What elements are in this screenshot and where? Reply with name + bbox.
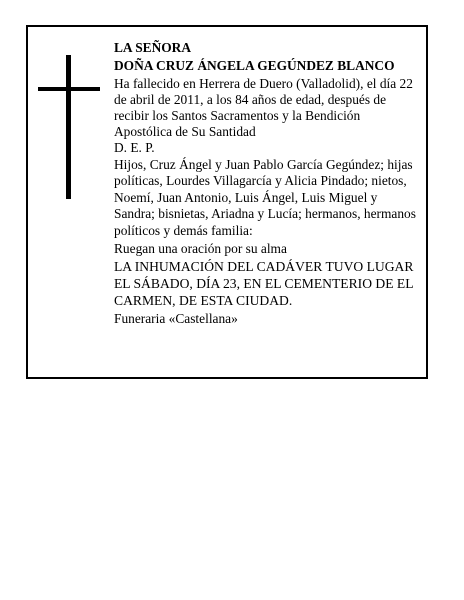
cross-vertical-bar: [66, 55, 71, 199]
cross-icon: [38, 55, 100, 199]
death-announcement: Ha fallecido en Herrera de Duero (Valladolid), el día 22 de abril de 2011, a los 84 años de edad, después de recibir los Santos Sacramentos y la Bendición Apostólica de Su Santidad: [114, 76, 413, 139]
family-list: Hijos, Cruz Ángel y Juan Pablo García Gegúndez; hijas políticas, Lourdes Villagarcía y Alicia Pindado; nietos, Noemí, Juan Antonio, Luis Ángel, Luis Miguel y Sandra; bisnietas, Ariadna y Lucía; hermanos, hermanos políticos y demás familia:: [114, 156, 416, 238]
obituary-notice: [26, 25, 428, 379]
cross-horizontal-bar: [38, 87, 100, 91]
dep-line: D. E. P.: [114, 140, 155, 155]
burial-notice: LA INHUMACIÓN DEL CADÁVER TUVO LUGAR EL SÁBADO, DÍA 23, EN EL CEMENTERIO DE EL CARMEN, DE ESTA CIUDAD.: [114, 258, 414, 308]
notice-text: [114, 39, 420, 327]
funeral-home: Funeraria «Castellana»: [114, 310, 238, 326]
prayer-request: Ruegan una oración por su alma: [114, 241, 287, 256]
deceased-name: DOÑA CRUZ ÁNGELA GEGÚNDEZ BLANCO: [114, 58, 395, 73]
notice-title: LA SEÑORA: [114, 40, 192, 55]
